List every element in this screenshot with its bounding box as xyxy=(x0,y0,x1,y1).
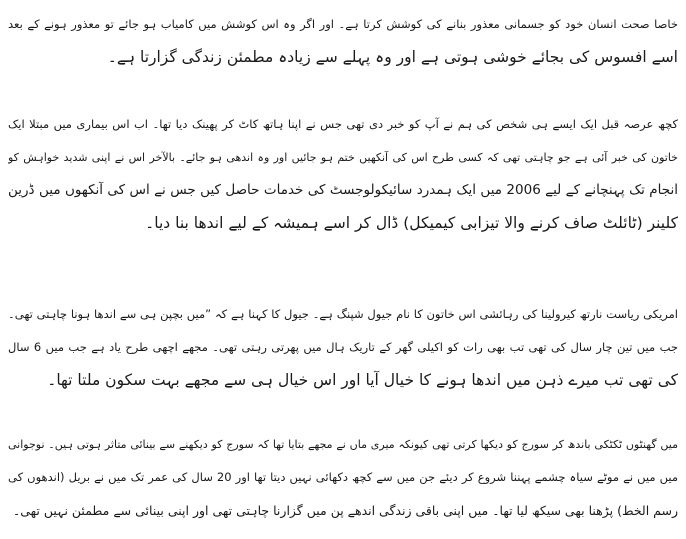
paragraph-line: انجام تک پہنچانے کے لیے 2006 میں ایک ہمدرد سائیکولوجسٹ کی خدمات حاصل کیں جس نے اس کی آنکھوں میں ڈرین xyxy=(8,182,678,198)
paragraph-line: خاصا صحت انسان خود کو جسمانی معذور بنانے کی کوشش کرتا ہے۔ اور اگر وہ اس کوشش میں کامیاب ہو جائے تو معذور ہونے کے بعد xyxy=(8,17,678,31)
paragraph-line: کلینر (ٹائلٹ صاف کرنے والا تیزابی کیمیکل) ڈال کر اسے ہمیشہ کے لیے اندھا بنا دیا۔ xyxy=(145,214,678,232)
article-paragraph-4 xyxy=(8,428,678,527)
paragraph-line: کی تھی تب میرے ذہن میں اندھا ہونے کا خیال آیا اور اس خیال ہی سے مجھے بہت سکون ملتا تھا۔ xyxy=(47,371,678,389)
paragraph-line: رسم الخط) پڑھنا بھی سیکھ لیا تھا۔ میں اپنی باقی زندگی اندھے پن میں گزارنا چاہتی تھی اور اپنی بینائی سے مطمئن نہیں تھی۔ xyxy=(12,503,678,518)
paragraph-line: جب میں تین چار سال کی تھی تب بھی رات کو اکیلی گھر کے تاریک ہال میں پھرتی رہتی تھی۔ مجھے اچھی طرح یاد ہے جب میں 6 سال xyxy=(8,340,678,354)
article-paragraph-1 xyxy=(8,8,678,74)
paragraph-line: اسے افسوس کی بجائے خوشی ہوتی ہے اور وہ پہلے سے زیادہ مطمئن زندگی گزارتا ہے۔ xyxy=(107,48,678,66)
article-paragraph-2 xyxy=(8,108,678,240)
article-paragraph-3 xyxy=(8,298,678,397)
paragraph-line: کچھ عرصہ قبل ایک ایسے ہی شخص کی ہم نے آپ کو خبر دی تھی جس نے اپنا ہاتھ کاٹ کر پھینک دیا تھا۔ اب اس بیماری میں مبتلا ایک xyxy=(8,117,678,131)
paragraph-line: امریکی ریاست نارتھ کیرولینا کی رہائشی اس خاتون کا نام جیول شپنگ ہے۔ جیول کا کہنا ہے کہ ”میں بچپن ہی سے اندھا ہونا چاہتی تھی۔ xyxy=(8,307,678,321)
paragraph-line: میں گھنٹوں ٹکٹکی باندھ کر سورج کو دیکھا کرتی تھی کیونکہ میری ماں نے مجھے بتایا تھا کہ سورج کو دیکھنے سے بینائی متاثر ہوتی ہیں۔ نوجوانی xyxy=(8,438,678,451)
paragraph-line: خاتون کی خبر آئی ہے جو چاہتی تھی کہ کسی طرح اس کی آنکھیں ختم ہو جائیں اور وہ اندھی ہو جائے۔ بالآخر اس نے اپنی شدید خواہش کو xyxy=(8,151,678,164)
paragraph-line: میں میں نے موٹے سیاہ چشمے پہننا شروع کر دیئے جن میں سے کچھ دکھائی نہیں دیتا تھا اور 20 سال کی عمر تک میں نے بریل (اندھوں کی xyxy=(8,470,678,484)
